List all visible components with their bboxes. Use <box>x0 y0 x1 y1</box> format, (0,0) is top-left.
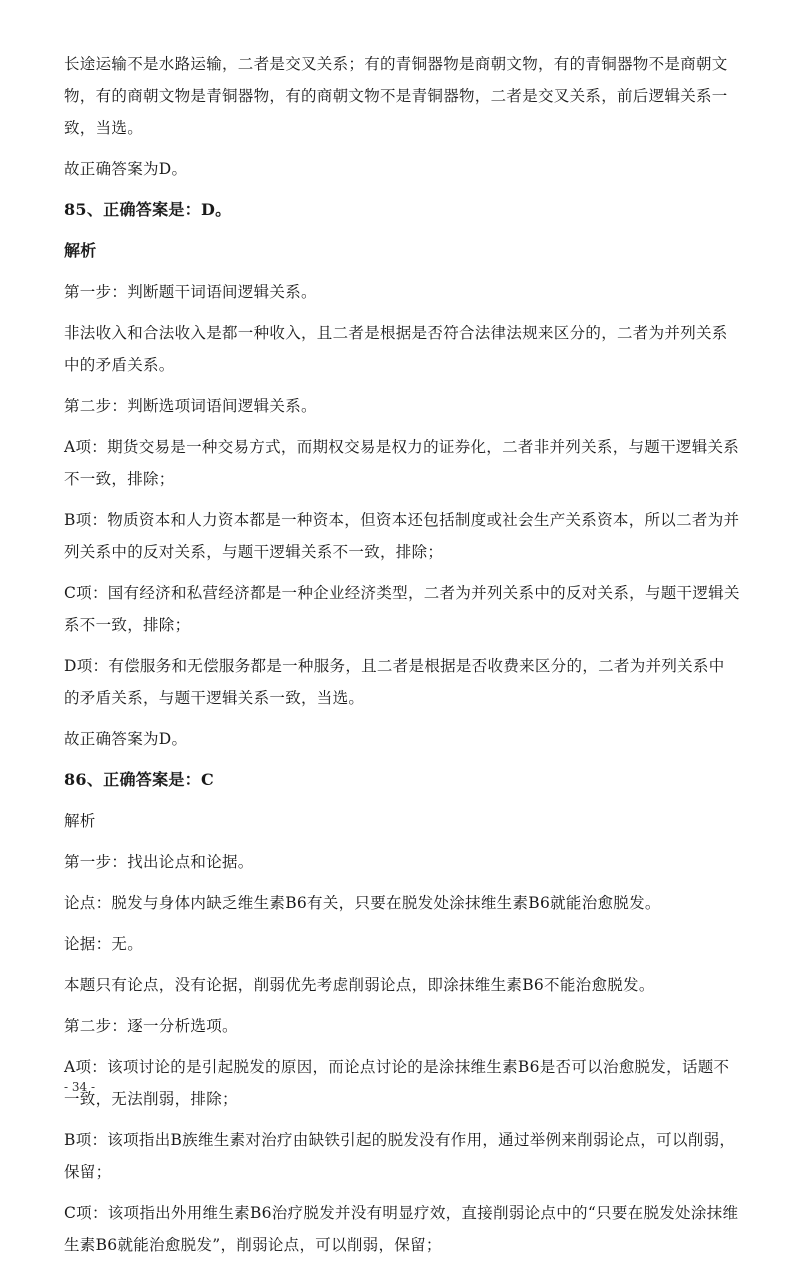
paragraph: 第二步：判断选项词语间逻辑关系。 <box>64 397 317 415</box>
paragraph: D项：有偿服务和无偿服务都是一种服务，且二者是根据是否收费来区分的，二者为并列关系中的矛盾关系，与题干逻辑关系一致，当选。 <box>64 657 725 707</box>
paragraph: 论点：脱发与身体内缺乏维生素B6有关，只要在脱发处涂抹维生素B6就能治愈脱发。 <box>64 894 661 912</box>
paragraph: 第二步：逐一分析选项。 <box>64 1017 238 1035</box>
section-heading: 解析 <box>64 241 97 260</box>
paragraph: 本题只有论点，没有论据，削弱优先考虑削弱论点，即涂抹维生素B6不能治愈脱发。 <box>64 976 655 994</box>
paragraph: 第一步：判断题干词语间逻辑关系。 <box>64 283 317 301</box>
paragraph: B项：该项指出B族维生素对治疗由缺铁引起的脱发没有作用，通过举例来削弱论点，可以削弱，保留； <box>64 1131 736 1181</box>
paragraph: 第一步：找出论点和论据。 <box>64 853 254 871</box>
paragraph: C项：国有经济和私营经济都是一种企业经济类型，二者为并列关系中的反对关系，与题干逻辑关系不一致，排除； <box>64 584 740 634</box>
document-body <box>64 48 740 1270</box>
paragraph: 非法收入和合法收入是都一种收入，且二者是根据是否符合法律法规来区分的，二者为并列关系中的矛盾关系。 <box>64 324 728 374</box>
section-heading: 86、正确答案是：C <box>64 770 215 789</box>
paragraph: 故正确答案为D。 <box>64 160 188 178</box>
paragraph: A项：期货交易是一种交易方式，而期权交易是权力的证券化，二者非并列关系，与题干逻辑关系不一致，排除； <box>64 438 740 488</box>
paragraph: 论据：无。 <box>64 935 144 953</box>
section-heading: 85、正确答案是：D。 <box>64 200 232 219</box>
paragraph: B项：物质资本和人力资本都是一种资本，但资本还包括制度或社会生产关系资本，所以二者为并列关系中的反对关系，与题干逻辑关系不一致，排除； <box>64 511 740 561</box>
paragraph: C项：该项指出外用维生素B6治疗脱发并没有明显疗效，直接削弱论点中的“只要在脱发处涂抹维生素B6就能治愈脱发”，削弱论点，可以削弱，保留； <box>64 1204 739 1254</box>
paragraph: A项：该项讨论的是引起脱发的原因，而论点讨论的是涂抹维生素B6是否可以治愈脱发，话题不一致，无法削弱，排除； <box>64 1058 730 1108</box>
paragraph: 长途运输不是水路运输，二者是交叉关系；有的青铜器物是商朝文物，有的青铜器物不是商朝文物，有的商朝文物是青铜器物，有的商朝文物不是青铜器物，二者是交叉关系，前后逻辑关系一致，当选。 <box>64 55 728 137</box>
paragraph: 故正确答案为D。 <box>64 730 188 748</box>
paragraph: 解析 <box>64 812 96 830</box>
page-number: - 34 - <box>64 1080 96 1094</box>
